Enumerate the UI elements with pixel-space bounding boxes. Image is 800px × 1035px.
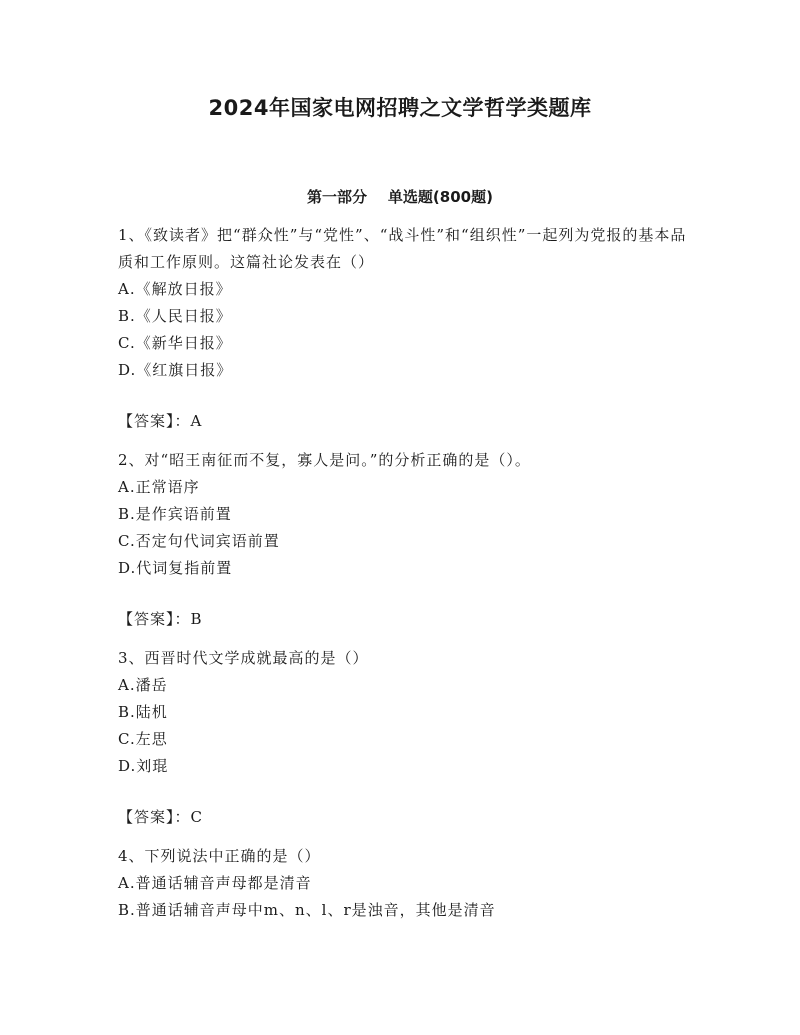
question-3 [118, 645, 688, 831]
answer-line [118, 606, 688, 633]
option-a: A.《解放日报》 [118, 280, 232, 298]
question-stem: 2、对“昭王南征而不复，寡人是问。”的分析正确的是（）。 [118, 451, 531, 469]
option-d: D.《红旗日报》 [118, 361, 233, 379]
option-b: B.普通话辅音声母中m、n、l、r是浊音，其他是清音 [118, 901, 496, 919]
answer-value: B [190, 610, 203, 628]
answer-label: 【答案】： [118, 808, 191, 826]
option-b: B.《人民日报》 [118, 307, 232, 325]
option-a: A.潘岳 [118, 676, 168, 694]
answer-label: 【答案】： [118, 412, 191, 430]
option-c: C.否定句代词宾语前置 [118, 532, 280, 550]
option-d: D.代词复指前置 [118, 559, 233, 577]
question-4 [118, 843, 688, 924]
question-stem: 4、下列说法中正确的是（） [118, 847, 321, 865]
question-stem: 1、《致读者》把“群众性”与“党性”、“战斗性”和“组织性”一起列为党报的基本品质和工作原则。这篇社论发表在（） [118, 226, 687, 271]
answer-value: C [190, 808, 203, 826]
answer-line [118, 804, 688, 831]
answer-line [118, 408, 688, 435]
answer-label: 【答案】： [118, 610, 191, 628]
question-list [118, 222, 688, 924]
option-a: A.普通话辅音声母都是清音 [118, 874, 312, 892]
question-stem: 3、西晋时代文学成就最高的是（） [118, 649, 369, 667]
option-d: D.刘琨 [118, 757, 169, 775]
question-1 [118, 222, 688, 435]
question-2 [118, 447, 688, 633]
option-b: B.陆机 [118, 703, 168, 721]
option-c: C.《新华日报》 [118, 334, 232, 352]
option-c: C.左思 [118, 730, 168, 748]
answer-value: A [190, 412, 203, 430]
option-a: A.正常语序 [118, 478, 200, 496]
section-title: 第一部分 单选题(800题) [307, 188, 493, 206]
option-b: B.是作宾语前置 [118, 505, 232, 523]
document-title: 2024年国家电网招聘之文学哲学类题库 [208, 96, 592, 120]
